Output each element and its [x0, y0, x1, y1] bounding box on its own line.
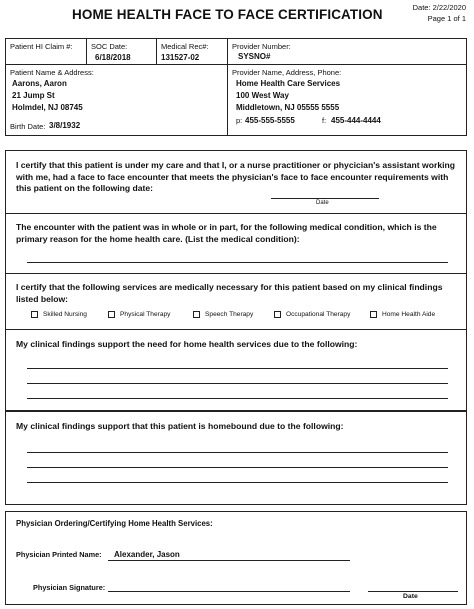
- signature-label: Physician Signature:: [33, 583, 106, 592]
- page-number: Page 1 of 1: [427, 14, 466, 23]
- soc-divider: [156, 38, 157, 64]
- services-text: I certify that the following services are medically necessary for this patient based on my clinical findings listed below:: [16, 282, 443, 304]
- occupational-therapy-checkbox[interactable]: [274, 311, 281, 318]
- findings-line-2[interactable]: [27, 383, 448, 384]
- claim-label: Patient HI Claim #:: [10, 42, 73, 51]
- provider-name: Home Health Care Services: [236, 79, 341, 88]
- phone-value: 455-555-5555: [245, 116, 295, 125]
- homebound-line-1[interactable]: [27, 452, 448, 453]
- patient-name-address-label: Patient Name & Address:: [10, 68, 94, 77]
- birth-date-value: 3/8/1932: [49, 121, 81, 130]
- document-date: Date: 2/22/2020: [412, 3, 466, 12]
- patient-street: 21 Jump St: [12, 91, 55, 100]
- birth-date-label: Birth Date:: [10, 122, 46, 131]
- clinical-findings-text: My clinical findings support the need for home health services due to the following:: [16, 339, 358, 349]
- medrec-value: 131527-02: [161, 53, 200, 62]
- section-divider-1: [5, 213, 467, 214]
- signature-date-label: Date: [403, 593, 418, 600]
- provider-divider: [227, 38, 228, 136]
- medrec-label: Medical Rec#:: [161, 42, 209, 51]
- provider-label: Provider Name, Address, Phone:: [232, 68, 342, 77]
- patient-info-row-divider: [5, 64, 467, 65]
- speech-therapy-label: Speech Therapy: [205, 311, 254, 318]
- section-divider-2: [5, 273, 467, 274]
- speech-therapy-checkbox[interactable]: [193, 311, 200, 318]
- home-health-aide-checkbox[interactable]: [370, 311, 377, 318]
- provider-number-value: SYSNO#: [238, 52, 271, 61]
- soc-label: SOC Date:: [91, 42, 128, 51]
- certify-text: I certify that this patient is under my care and that I, or a nurse practitioner or phycician's assistant working with me, had a face to face encounter that meets the physician's face to face encounter requirements with this patient on the following date:: [16, 160, 456, 193]
- signature-line[interactable]: [108, 591, 350, 592]
- homebound-line-3[interactable]: [27, 482, 448, 483]
- skilled-nursing-label: Skilled Nursing: [43, 311, 87, 318]
- findings-line-1[interactable]: [27, 368, 448, 369]
- printed-name-label: Physician Printed Name:: [16, 550, 102, 559]
- encounter-text: The encounter with the patient was in whole or in part, for the following medical condition, which is the primary reason for the home health care. (List the medical condition):: [16, 222, 437, 244]
- fax-value: 455-444-4444: [331, 116, 381, 125]
- home-health-aide-label: Home Health Aide: [382, 311, 436, 318]
- provider-street: 100 West Way: [236, 91, 289, 100]
- homebound-text: My clinical findings support that this patient is homebound due to the following:: [16, 421, 344, 431]
- printed-name-line[interactable]: [108, 560, 350, 561]
- provider-city: Middletown, NJ 05555 5555: [236, 103, 340, 112]
- section-divider-3: [5, 329, 467, 330]
- signature-date-line[interactable]: [368, 591, 458, 592]
- homebound-line-2[interactable]: [27, 467, 448, 468]
- printed-name-value: Alexander, Jason: [114, 550, 180, 559]
- physical-therapy-label: Physical Therapy: [120, 311, 171, 318]
- soc-value: 6/18/2018: [95, 53, 131, 62]
- findings-line-3[interactable]: [27, 398, 448, 399]
- skilled-nursing-checkbox[interactable]: [31, 311, 38, 318]
- patient-name: Aarons, Aaron: [12, 79, 67, 88]
- page-title: HOME HEALTH FACE TO FACE CERTIFICATION: [72, 7, 383, 22]
- patient-city: Holmdel, NJ 08745: [12, 103, 83, 112]
- encounter-date-line[interactable]: [271, 198, 379, 199]
- provider-number-label: Provider Number:: [232, 42, 291, 51]
- phone-label: p:: [236, 116, 243, 125]
- encounter-date-label: Date: [316, 200, 329, 206]
- claim-divider: [86, 38, 87, 64]
- occupational-therapy-label: Occupational Therapy: [286, 311, 351, 318]
- fax-label: f:: [322, 116, 327, 125]
- medical-condition-line[interactable]: [27, 262, 448, 263]
- physical-therapy-checkbox[interactable]: [108, 311, 115, 318]
- physician-heading: Physician Ordering/Certifying Home Health Services:: [16, 519, 213, 528]
